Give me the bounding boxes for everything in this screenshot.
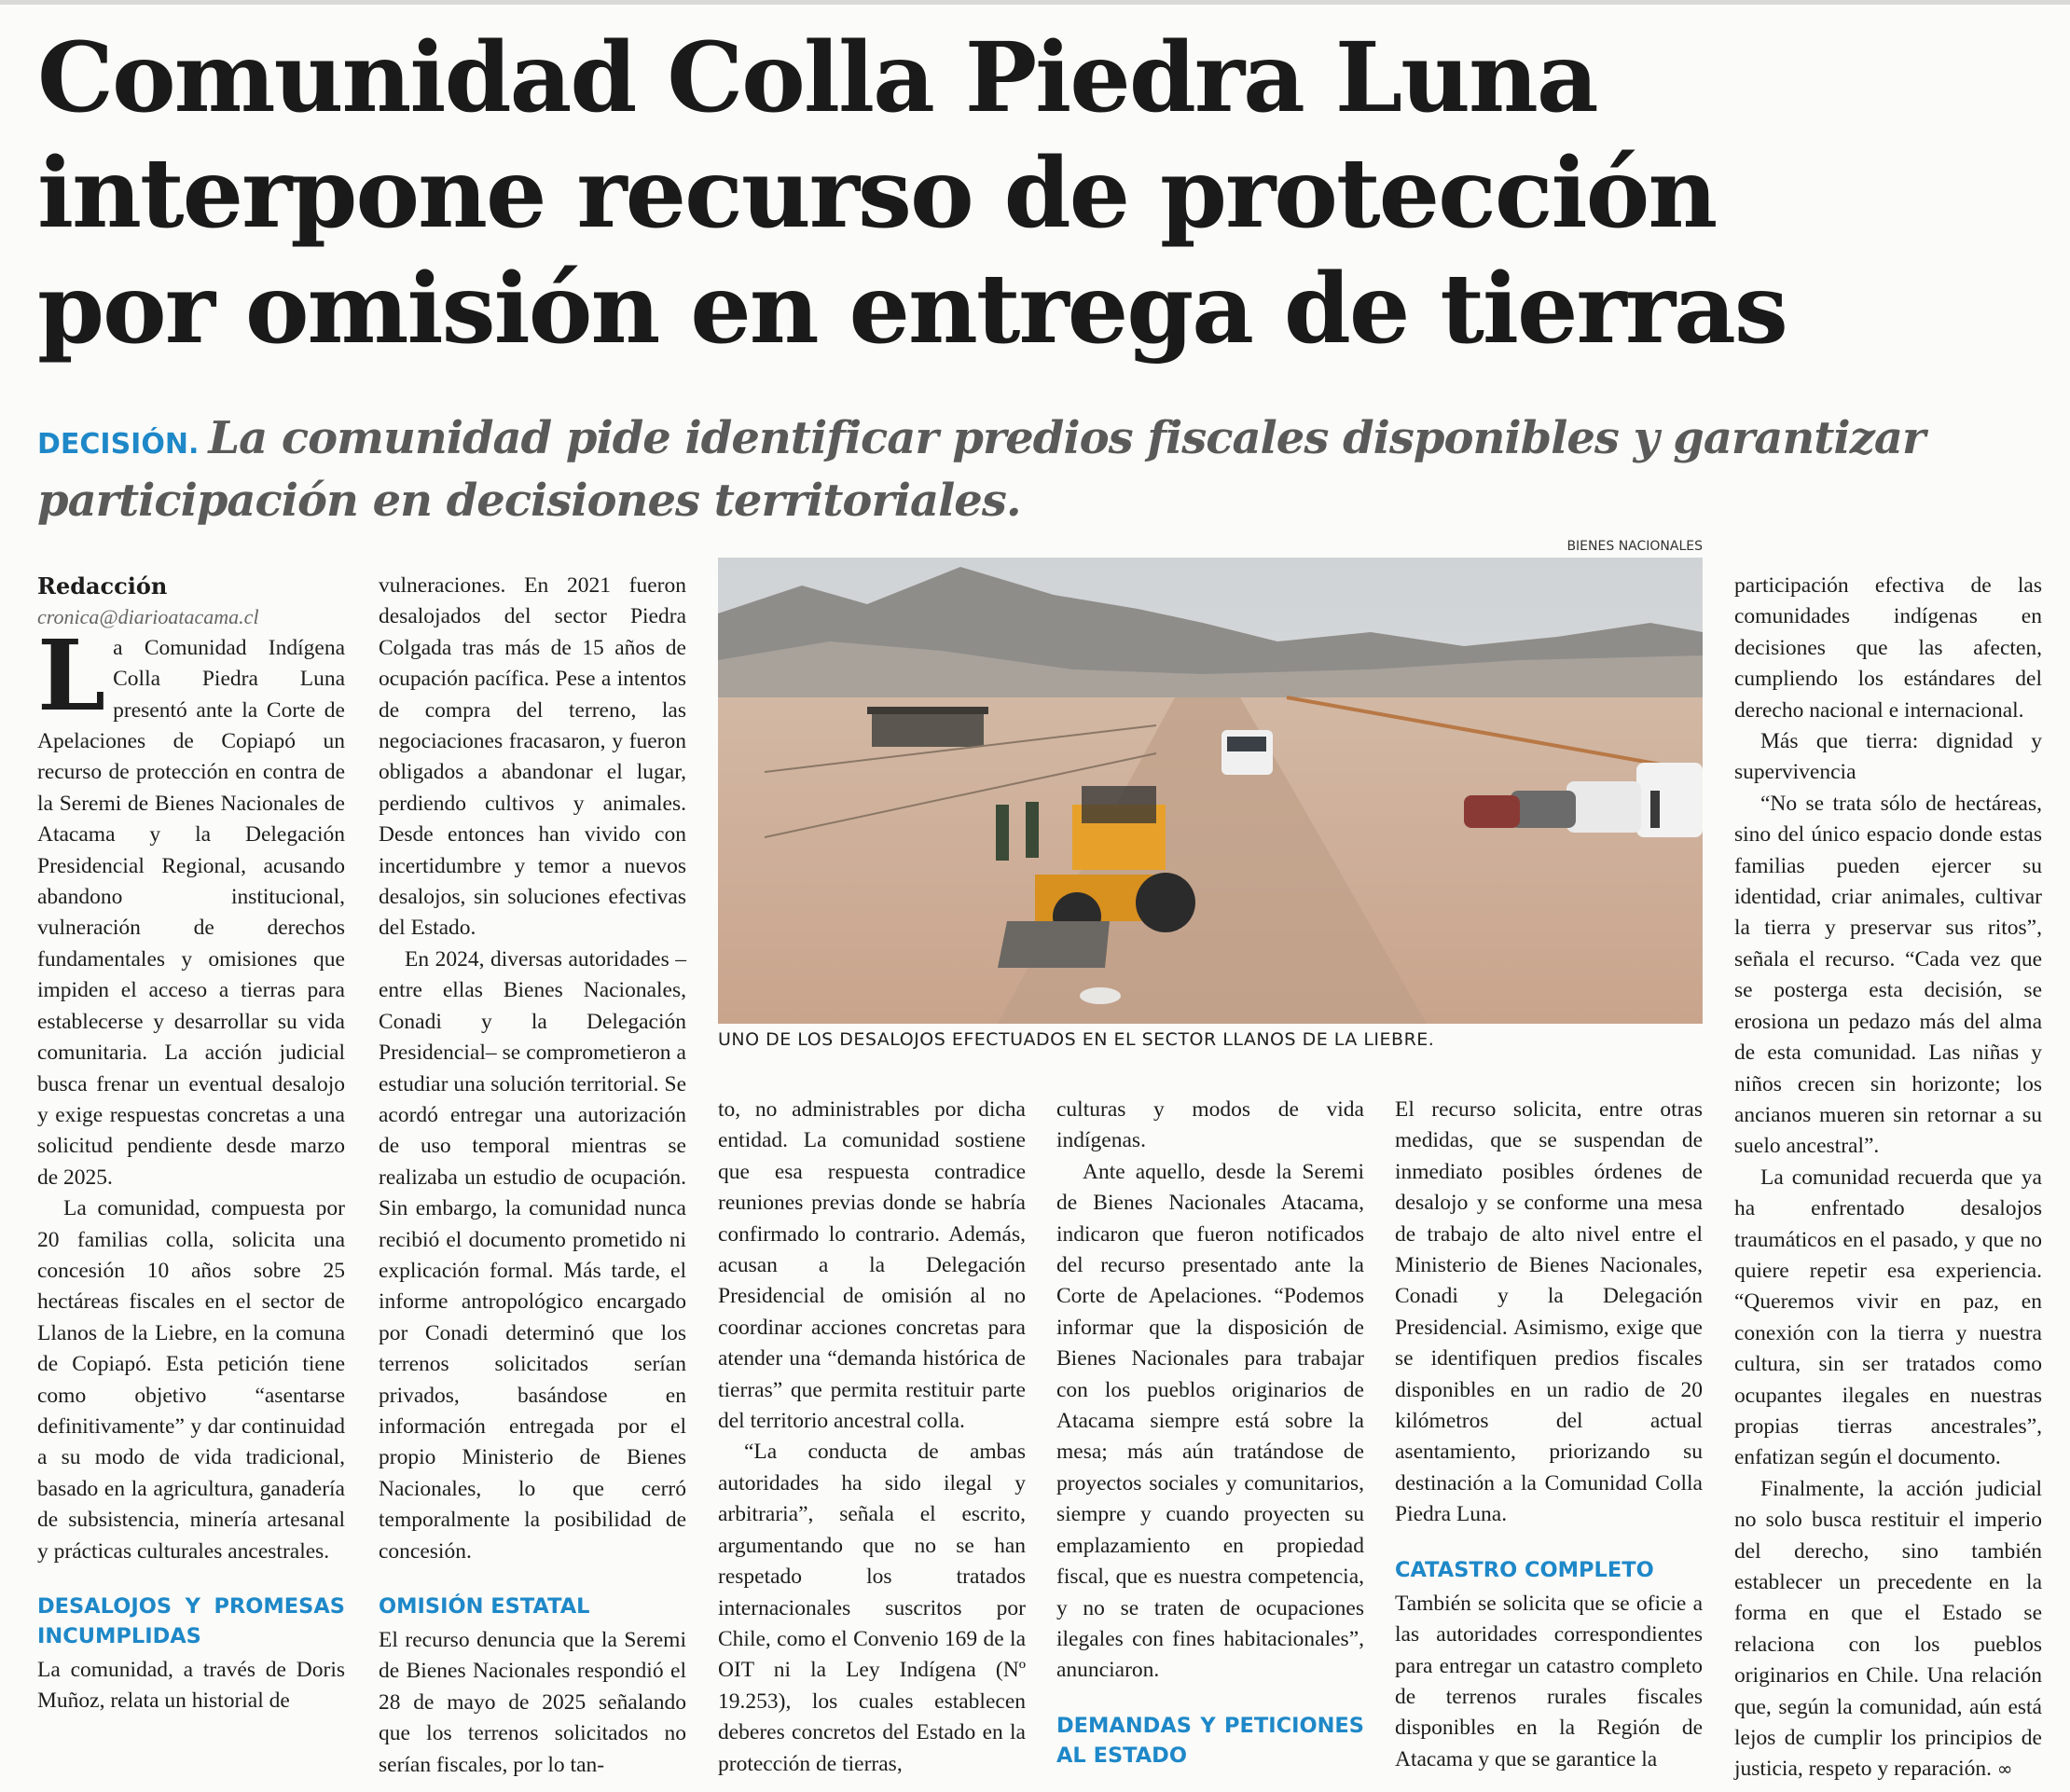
paragraph: La comunidad, compuesta por 20 familias colla, solicita una concesión 10 años sobre 25 hectáreas fiscales en el sector de Llanos de la Liebre, en la comuna de Copiapó. Esta petición tiene como objetivo “asentarse definitivamente” y dar continuidad a su modo de vida tradicional, basado en la agricultura, ganadería de subsistencia, minería artesanal y prácticas culturales ancestrales. bbox=[37, 1196, 345, 1564]
paragraph: participación efectiva de las comunidades indígenas en decisiones que las afecten, cumpliendo los estándares del derecho nacional e internacional. bbox=[1734, 573, 2042, 723]
headline bbox=[37, 21, 2033, 367]
paragraph: “No se trata sólo de hectáreas, sino del único espacio donde estas familias pueden ejercer su identidad, criar animales, cultivar la tierra y preservar sus ritos”, señala el recurso. “Cada vez que se posterga esta decisión, se erosiona un pedazo más del alma de esta comunidad. Las niñas y niños crecen sin horizonte; los ancianos mueren sin retornar a su suelo ancestral”. bbox=[1734, 791, 2042, 1159]
subhead-catastro: CATASTRO COMPLETO bbox=[1395, 1557, 1654, 1582]
subhead-omision-estatal: OMISIÓN ESTATAL bbox=[379, 1594, 590, 1619]
column-2 bbox=[379, 571, 686, 1781]
paragraph: El recurso denuncia que la Seremi de Bienes Nacionales respondió el 28 de mayo de 2025 señalando que los terrenos solicitados no serían fiscales, por lo tan- bbox=[379, 1628, 686, 1777]
column-3 bbox=[718, 1095, 1026, 1780]
final-text: Finalmente, la acción judicial no solo busca restituir el imperio del derecho, sino también establecer un precedente en la forma en que el Estado se relaciona con los pueblos originarios en Chile. Una relación que, según la comunidad, aún está lejos de cumplir los principios de justicia, respeto y reparación. bbox=[1734, 1476, 2042, 1782]
headline-line-2: interpone recurso de protección bbox=[37, 137, 1717, 250]
article-photo bbox=[718, 558, 1703, 1024]
subhead-demandas: DEMANDAS Y PETICIONES AL ESTADO bbox=[1056, 1713, 1364, 1768]
paragraph: Más que tierra: dignidad y supervivencia bbox=[1734, 729, 2042, 785]
lead-text: a Comunidad Indígena Colla Piedra Luna presentó ante la Corte de Apelaciones de Copiapó un recurso de protección en contra de la Seremi de Bienes Nacionales de Atacama y la Delegación Presidencial Regional, acusando abandono institucional, vulneración de derechos fundamentales y omisiones que impiden el acceso a tierras para establecerse y desarrollar su vida comunitaria. La acción judicial busca frenar un eventual desalojo y exige respuestas concretas a una solicitud pendiente desde marzo de 2025. bbox=[37, 635, 345, 1190]
paragraph: to, no administrables por dicha entidad. La comunidad sostiene que esa respuesta contradice reuniones previas donde se habría confirmado lo contrario. Además, acusan a la Delegación Presidencial de omisión al no coordinar acciones concretas para atender una “demanda histórica de tierras” que permita restituir parte del territorio ancestral colla. bbox=[718, 1097, 1026, 1434]
byline: Redacción bbox=[37, 572, 168, 600]
deck bbox=[37, 410, 2033, 529]
final-paragraph bbox=[1734, 1474, 2042, 1785]
end-mark-icon: ∞ bbox=[1996, 1758, 2013, 1781]
column-4 bbox=[1056, 1095, 1364, 1774]
headline-line-3: por omisión en entrega de tierras bbox=[37, 253, 1787, 365]
photo-credit: BIENES NACIONALES bbox=[1566, 539, 1703, 554]
paragraph: Ante aquello, desde la Seremi de Bienes Nacionales Atacama, indicaron que fueron notificados del recurso presentado ante la Corte de Apelaciones. “Podemos informar que la disposición de Bienes Nacionales para trabajar con los pueblos originarios de Atacama siempre está sobre la mesa; más aún tratándose de proyectos sociales y comunitarios, siempre y cuando proyecten su emplazamiento en propiedad fiscal, que es nuestra competencia, y no se traten de ocupaciones ilegales con fines habitacionales”, anunciaron. bbox=[1056, 1159, 1364, 1683]
top-rule bbox=[0, 0, 2070, 5]
deck-kicker: DECISIÓN. bbox=[37, 428, 200, 461]
paragraph: El recurso solicita, entre otras medidas, que se suspendan de inmediato posibles órdenes de desalojo y se conforme una mesa de trabajo de alto nivel entre el Ministerio de Bienes Nacionales, Conadi y la Delegación Presidencial. Asimismo, exige que se identifiquen predios fiscales disponibles en un radio de 20 kilómetros del actual asentamiento, priorizando su destinación a la Comunidad Colla Piedra Luna. bbox=[1395, 1097, 1703, 1527]
byline-email: cronica@diarioatacama.cl bbox=[37, 605, 259, 629]
headline-line-1: Comunidad Colla Piedra Luna bbox=[37, 21, 1597, 134]
deck-text: La comunidad pide identificar predios fiscales disponibles y garantizar participación en decisiones territoriales. bbox=[37, 412, 1925, 527]
column-6 bbox=[1734, 571, 2042, 1785]
photo-caption: UNO DE LOS DESALOJOS EFECTUADOS EN EL SECTOR LLANOS DE LA LIEBRE. bbox=[718, 1029, 1435, 1050]
subhead-desalojos: DESALOJOS Y PROMESAS INCUMPLIDAS bbox=[37, 1594, 345, 1648]
paragraph: La comunidad, a través de Doris Muñoz, relata un historial de bbox=[37, 1658, 345, 1714]
column-5 bbox=[1395, 1095, 1703, 1775]
column-1 bbox=[37, 571, 345, 1717]
paragraph: culturas y modos de vida indígenas. bbox=[1056, 1097, 1364, 1153]
paragraph: La comunidad recuerda que ya ha enfrentado desalojos traumáticos en el pasado, y que no quiere repetir esa experiencia. “Queremos vivir en paz, en conexión con la tierra y nuestra cultura, sin ser tratados como ocupantes ilegales en nuestras propias tierras ancestrales”, enfatizan según el documento. bbox=[1734, 1165, 2042, 1470]
paragraph: En 2024, diversas autoridades –entre ellas Bienes Nacionales, Conadi y la Delegación Presidencial– se comprometieron a estudiar una solución territorial. Se acordó entregar una autorización de uso temporal mientras se realizaba un estudio de ocupación. Sin embargo, la comunidad nunca recibió el documento prometido ni explicación formal. Más tarde, el informe antropológico encargado por Conadi determinó que los terrenos solicitados serían privados, basándose en información entregada por el propio Ministerio de Bienes Nacionales, lo que cerró temporalmente la posibilidad de concesión. bbox=[379, 946, 686, 1564]
paragraph: “La conducta de ambas autoridades ha sido ilegal y arbitraria”, señala el escrito, argumentando que no se han respetado los tratados internacionales suscritos por Chile, como el Convenio 169 de la OIT ni la Ley Indígena (Nº 19.253), los cuales establecen deberes concretos del Estado en la protección de tierras, bbox=[718, 1440, 1026, 1776]
paragraph: vulneraciones. En 2021 fueron desalojados del sector Piedra Colgada tras más de 15 años de ocupación pacífica. Pese a intentos de compra del terreno, las negociaciones fracasaron, y fueron obligados a abandonar el lugar, perdiendo cultivos y animales. Desde entonces han vivido con incertidumbre y temor a nuevos desalojos, sin soluciones efectivas del Estado. bbox=[379, 573, 686, 941]
drop-cap: L bbox=[37, 617, 106, 733]
paragraph: También se solicita que se oficie a las autoridades correspondientes para entregar un catastro completo de terrenos rurales fiscales disponibles en la Región de Atacama y que se garantice la bbox=[1395, 1591, 1703, 1771]
